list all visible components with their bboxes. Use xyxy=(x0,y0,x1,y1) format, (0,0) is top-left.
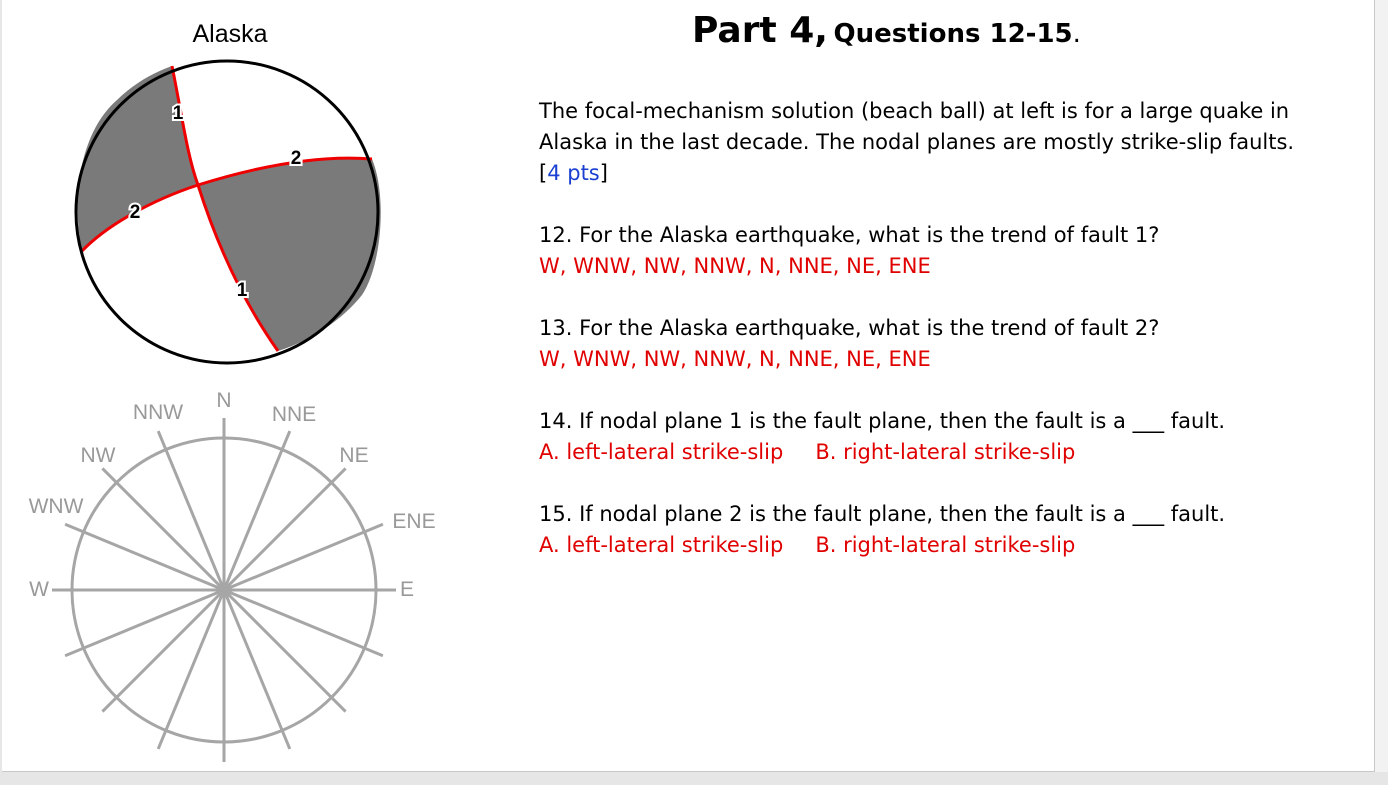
question-15-option-a: A. left-lateral strike-slip xyxy=(539,533,784,557)
question-13-text: 13. For the Alaska earthquake, what is the trend of fault 2? xyxy=(539,316,1160,340)
compressional-quadrant-left xyxy=(78,66,198,251)
rose-label-n: N xyxy=(216,389,232,412)
question-14-option-a: A. left-lateral strike-slip xyxy=(539,440,784,464)
plane-1-label-top: 1 xyxy=(172,103,184,124)
rose-label-nnw: NNW xyxy=(132,401,184,424)
points-value: 4 pts xyxy=(547,161,600,185)
question-12-choices: W, WNW, NW, NNW, N, NNE, NE, ENE xyxy=(539,254,931,278)
question-14-option-b: B. right-lateral strike-slip xyxy=(815,440,1076,464)
question-text-block xyxy=(539,96,1319,561)
rose-label-e: E xyxy=(399,578,415,601)
compass-rose xyxy=(2,380,472,772)
question-15-choices xyxy=(539,530,1319,561)
rose-label-ene: ENE xyxy=(392,510,436,533)
beach-ball-title: Alaska xyxy=(192,20,268,48)
rose-label-w: W xyxy=(29,578,49,601)
intro-line-1: The focal-mechanism solution (beach ball) at left is for a large quake in xyxy=(539,99,1290,123)
question-15-text: 15. If nodal plane 2 is the fault plane, then the fault is a ___ fault. xyxy=(539,502,1226,526)
page-heading xyxy=(692,10,1081,51)
question-13-choices: W, WNW, NW, NNW, N, NNE, NE, ENE xyxy=(539,347,931,371)
points-bracket-close: ] xyxy=(599,161,608,185)
points-bracket-open: [ xyxy=(539,161,548,185)
heading-questions: Questions 12-15 xyxy=(833,19,1073,49)
rose-label-wnw: WNW xyxy=(28,495,84,518)
intro-line-2: Alaska in the last decade. The nodal planes are mostly strike-slip faults. xyxy=(539,130,1295,154)
points-line xyxy=(539,158,1319,189)
heading-period: . xyxy=(1072,19,1081,49)
plane-1-label-bottom: 1 xyxy=(236,280,248,301)
rose-label-nne: NNE xyxy=(271,403,317,426)
rose-label-ne: NE xyxy=(339,444,369,467)
question-12-text: 12. For the Alaska earthquake, what is the trend of fault 1? xyxy=(539,223,1160,247)
question-15-option-b: B. right-lateral strike-slip xyxy=(815,533,1076,557)
plane-2-label-right: 2 xyxy=(290,148,302,169)
rose-label-nw: NW xyxy=(80,444,116,467)
question-14-text: 14. If nodal plane 1 is the fault plane, then the fault is a ___ fault. xyxy=(539,409,1226,433)
vertical-scrollbar[interactable] xyxy=(1375,0,1388,785)
heading-part: Part 4, xyxy=(692,10,828,51)
bottom-status-strip xyxy=(0,772,1388,785)
beach-ball-diagram xyxy=(62,55,392,375)
compass-rose-lines xyxy=(52,418,396,762)
question-14-choices xyxy=(539,437,1319,468)
plane-2-label-left: 2 xyxy=(129,202,141,223)
slide xyxy=(2,0,1375,772)
